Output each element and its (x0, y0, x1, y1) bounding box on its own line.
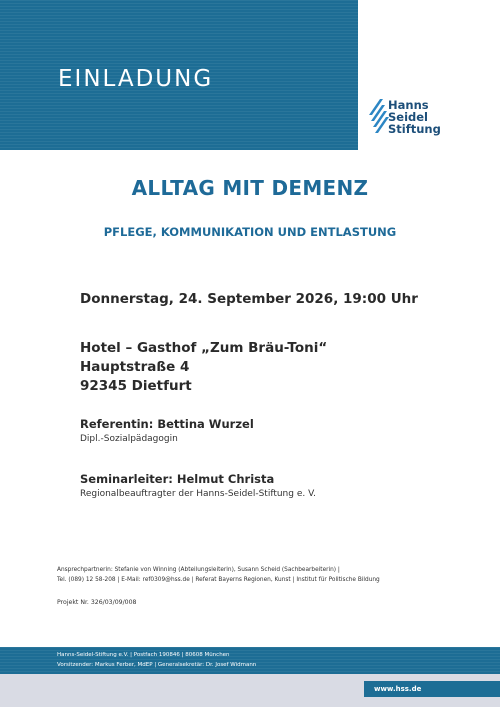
event-title: ALLTAG MIT DEMENZ (131, 176, 369, 200)
seminar-leader-role: Regionalbeauftragter der Hanns-Seidel-Stiftung e. V. (80, 489, 316, 499)
logo-line-2: Seidel (388, 110, 428, 124)
project-number: Projekt Nr. 326/03/09/008 (57, 599, 137, 606)
speaker-name: Referentin: Bettina Wurzel (80, 417, 254, 431)
venue-address (80, 339, 327, 396)
speaker-block (80, 417, 254, 444)
contact-line-1: Ansprechpartnerin: Stefanie von Winning (Abteilungsleiterin), Susann Scheid (Sachbearbeiterin) | (57, 567, 340, 573)
contact-line-2: Tel. (089) 12 58-208 | E-Mail: ref0309@hss.de | Referat Bayerns Regionen, Kunst | Institut für Politische Bildung (57, 577, 380, 583)
logo-line-1: Hanns (388, 98, 429, 112)
footer-line-2: Vorsitzender: Markus Ferber, MdEP | Generalsekretär: Dr. Josef Widmann (57, 662, 257, 668)
logo-wordmark (388, 99, 441, 135)
website-link[interactable]: www.hss.de (364, 681, 500, 697)
event-date: Donnerstag, 24. September 2026, 19:00 Uhr (80, 291, 418, 307)
hss-logo-icon (366, 97, 390, 135)
seminar-leader-block (80, 472, 316, 499)
venue-street: Hauptstraße 4 (80, 359, 190, 375)
seminar-leader-name: Seminarleiter: Helmut Christa (80, 472, 275, 486)
footer-text (57, 650, 256, 670)
speaker-role: Dipl.-Sozialpädagogin (80, 434, 178, 444)
logo (358, 0, 500, 150)
event-subtitle: PFLEGE, KOMMUNIKATION UND ENTLASTUNG (103, 225, 397, 239)
venue-name: Hotel – Gasthof „Zum Bräu-Toni“ (80, 340, 328, 356)
footer-line-1: Hanns-Seidel-Stiftung e.V. | Postfach 190846 | 80608 München (57, 652, 230, 658)
contact-info (57, 565, 477, 585)
logo-line-3: Stiftung (388, 122, 441, 136)
invitation-heading: EINLADUNG (58, 66, 214, 92)
venue-city: 92345 Dietfurt (80, 378, 192, 394)
